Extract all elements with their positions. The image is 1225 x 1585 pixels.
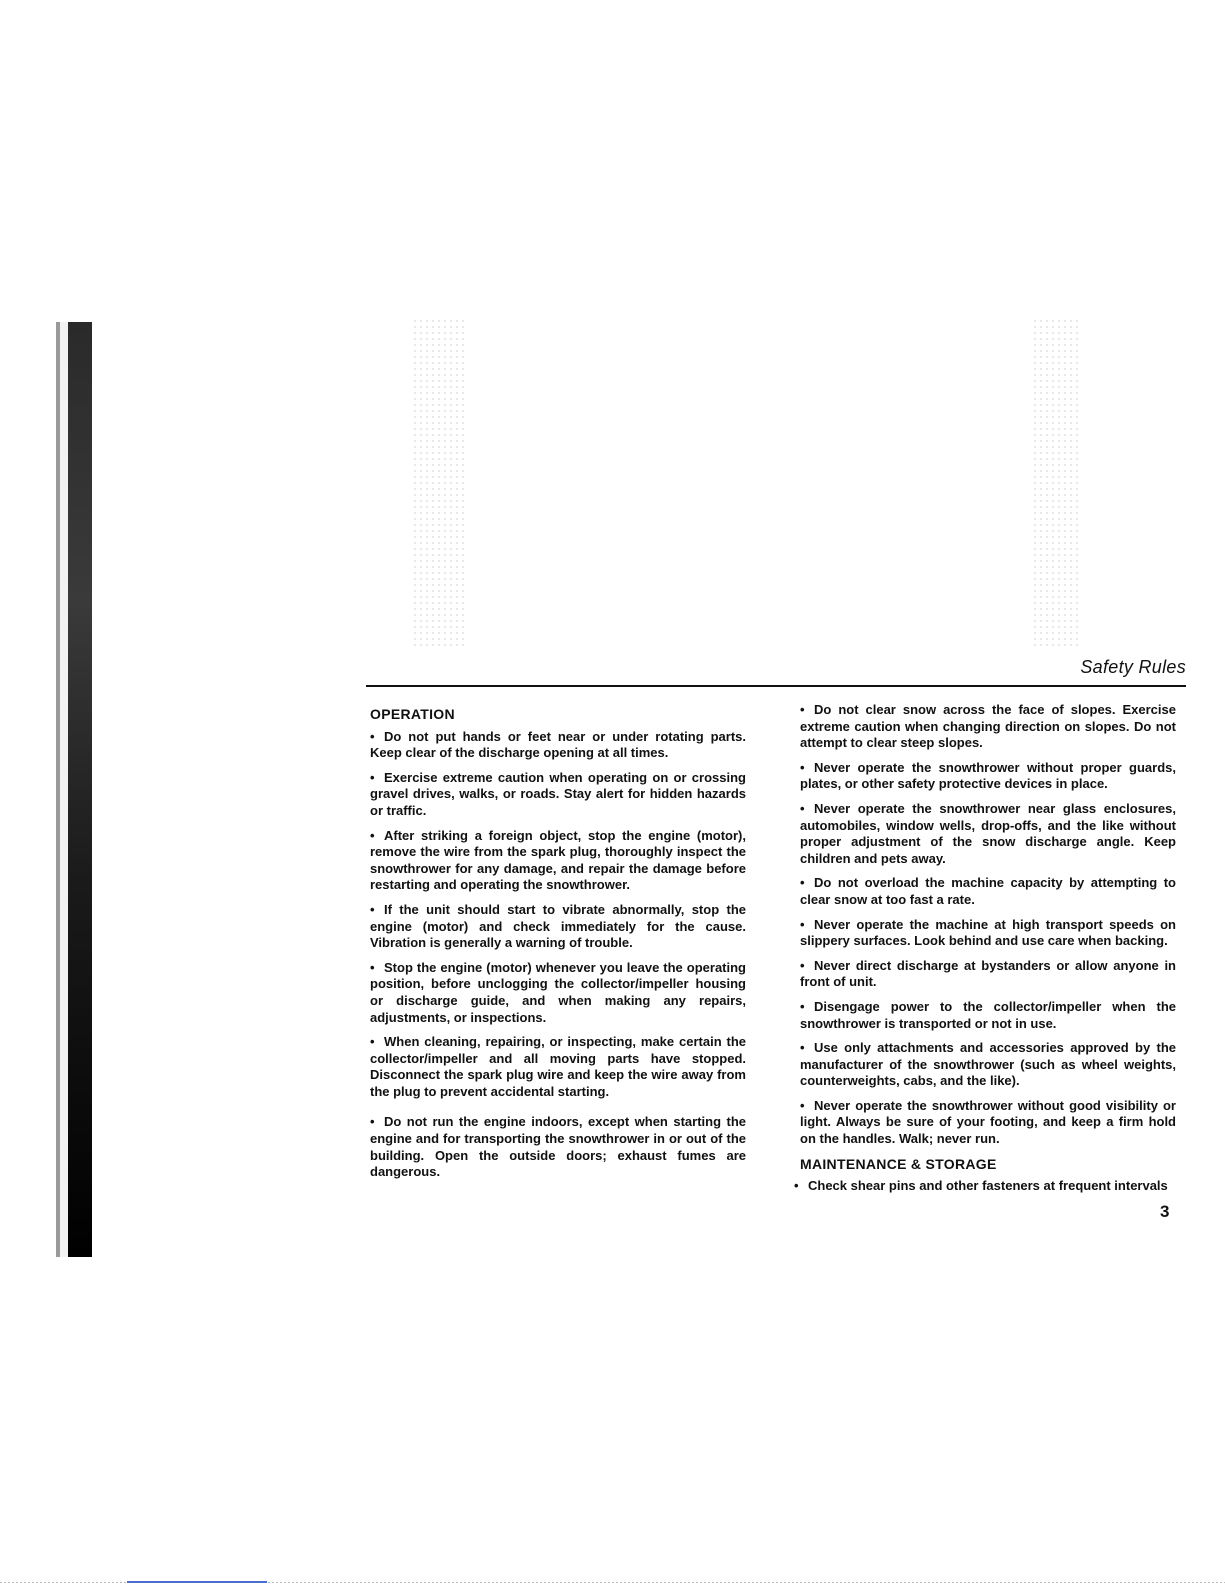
safety-rule [370,729,746,762]
safety-rule [800,917,1176,950]
bullet-icon: • [370,959,375,975]
safety-rule-text: Use only attachments and accessories approved by the manufacturer of the snowthrower (such as wheel weights, counterweights, cabs, and the like). [800,1040,1176,1089]
safety-rule [370,902,746,952]
maintenance-heading: MAINTENANCE & STORAGE [800,1155,997,1172]
safety-rule [370,1034,746,1100]
safety-rule [370,828,746,894]
scan-speckle-left [412,318,468,648]
bullet-icon: • [370,769,375,785]
bullet-icon: • [800,759,805,775]
safety-rule-text: Do not run the engine indoors, except when starting the engine and for transporting the snowthrower in or out of the building. Open the outside doors; exhaust fumes are dangerous. [370,1114,746,1180]
section-header [366,655,1186,691]
safety-rule-text: Exercise extreme caution when operating on or crossing gravel drives, walks, or roads. Stay alert for hidden hazards or traffic. [370,769,746,818]
bullet-icon: • [370,728,375,744]
safety-rule [370,960,746,1026]
left-column [370,706,746,1189]
safety-rule [370,770,746,820]
safety-rule [800,875,1176,908]
section-title: Safety Rules [1080,657,1186,677]
bullet-icon: • [800,916,805,932]
safety-rule-text: When cleaning, repairing, or inspecting, make certain the collector/impeller and all moving parts have stopped. Disconnect the spark plug wire and keep the wire away from the plug to prevent accidental starting. [370,1034,746,1099]
safety-rule [800,1040,1176,1090]
bottom-link-line [127,1581,267,1583]
safety-rule-text: Do not overload the machine capacity by attempting to clear snow at too fast a rate. [800,875,1176,907]
safety-rule-text: Never operate the snowthrower near glass enclosures, automobiles, window wells, drop-offs, and the like without proper adjustment of the snow discharge angle. Keep children and pets away. [800,800,1176,866]
safety-rule-text: If the unit should start to vibrate abnormally, stop the engine (motor) and check immediately for the cause. Vibration is generally a warning of trouble. [370,901,746,951]
header-rule [366,685,1186,687]
right-column [794,702,1176,1203]
bullet-icon: • [800,957,805,973]
safety-rule-text: Never direct discharge at bystanders or allow anyone in front of unit. [800,957,1176,990]
bullet-icon: • [370,827,375,843]
safety-rule-text: Do not clear snow across the face of slopes. Exercise extreme caution when changing direction on slopes. Do not attempt to clear steep slopes. [800,702,1176,751]
safety-rule [794,1178,1176,1195]
bullet-icon: • [370,901,375,917]
safety-rule [370,1114,746,1180]
bullet-icon: • [370,1114,375,1130]
safety-rule-text: After striking a foreign object, stop the engine (motor), remove the wire from the spark plug, thoroughly inspect the snowthrower for any damage, and repair the damage before restarting and operating the snowthrower. [370,827,746,893]
safety-rule [800,999,1176,1032]
safety-rule-text: Never operate the machine at high transport speeds on slippery surfaces. Look behind and use care when backing. [800,916,1176,949]
safety-rule [800,1098,1176,1148]
bullet-icon: • [800,1097,805,1113]
operation-heading: OPERATION [370,706,455,722]
safety-rule-text: Do not put hands or feet near or under rotating parts. Keep clear of the discharge opening at all times. [370,728,746,761]
bullet-icon: • [370,1034,375,1050]
safety-rule-text: Check shear pins and other fasteners at frequent intervals [808,1178,1168,1194]
page-number: 3 [1160,1202,1170,1221]
bullet-icon: • [800,800,805,816]
safety-rule-text: Never operate the snowthrower without good visibility or light. Always be sure of your footing, and keep a firm hold on the handles. Walk; never run. [800,1097,1176,1147]
binding-edge-gap [60,322,68,1257]
scan-speckle-right [1032,318,1082,648]
safety-rule [800,801,1176,867]
safety-rule-text: Disengage power to the collector/impeller when the snowthrower is transported or not in use. [800,998,1176,1031]
bullet-icon: • [794,1178,799,1194]
binding-edge-shadow [68,322,92,1257]
safety-rule [800,760,1176,793]
safety-rule [800,958,1176,991]
safety-rule [800,702,1176,752]
safety-rule-text: Never operate the snowthrower without proper guards, plates, or other safety protective devices in place. [800,759,1176,792]
safety-rule-text: Stop the engine (motor) whenever you leave the operating position, before unclogging the collector/impeller housing or discharge guide, and when making any repairs, adjustments, or inspections. [370,959,746,1025]
bullet-icon: • [800,1040,805,1056]
bullet-icon: • [800,998,805,1014]
bullet-icon: • [800,875,805,891]
bullet-icon: • [800,702,805,717]
